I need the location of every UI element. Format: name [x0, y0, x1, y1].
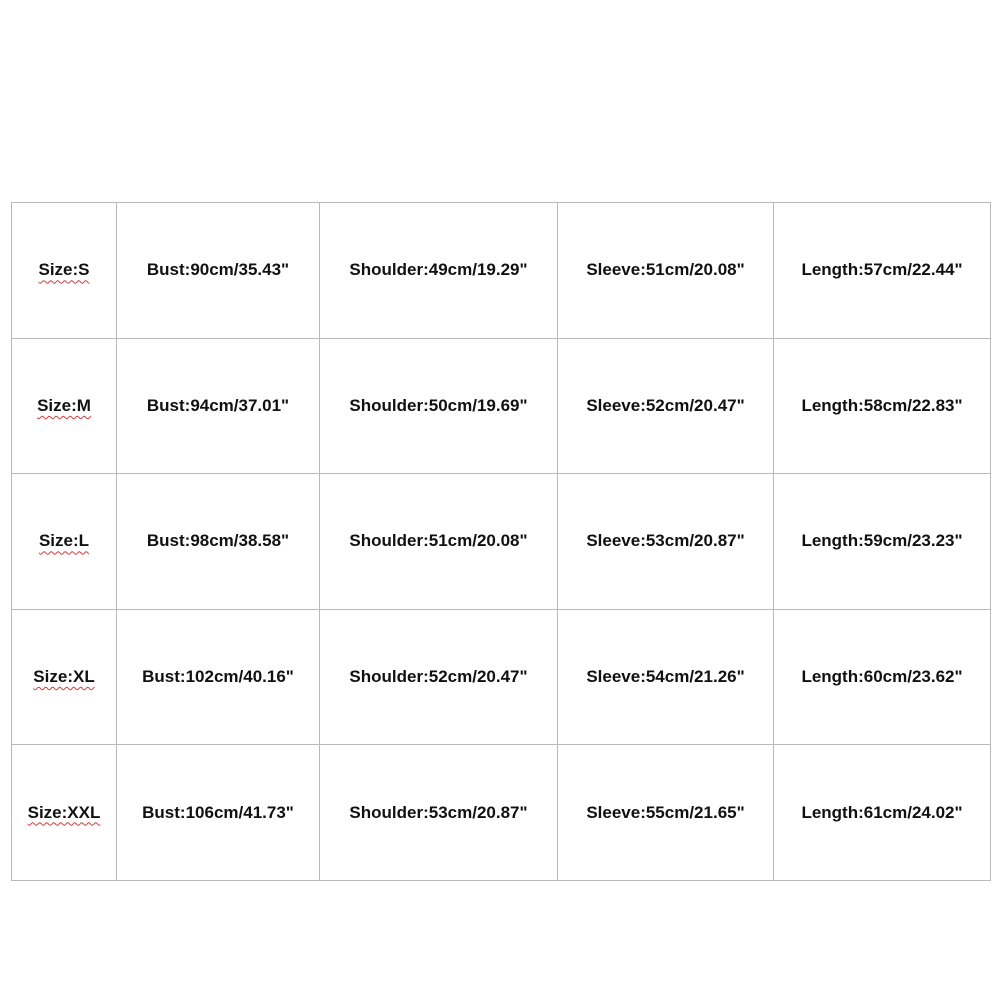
bust-cell: Bust:102cm/40.16" — [117, 609, 320, 745]
bust-cell: Bust:94cm/37.01" — [117, 338, 320, 474]
size-label: Size:S — [38, 260, 90, 280]
length-cell: Length:58cm/22.83" — [774, 338, 991, 474]
size-label: Size:L — [38, 531, 90, 551]
table-row — [12, 609, 991, 745]
size-cell — [12, 203, 117, 339]
shoulder-cell: Shoulder:49cm/19.29" — [320, 203, 558, 339]
length-cell: Length:59cm/23.23" — [774, 474, 991, 610]
length-cell: Length:61cm/24.02" — [774, 745, 991, 881]
size-cell — [12, 609, 117, 745]
shoulder-cell: Shoulder:50cm/19.69" — [320, 338, 558, 474]
table-row — [12, 203, 991, 339]
size-label: Size:XXL — [27, 802, 101, 822]
size-cell — [12, 474, 117, 610]
shoulder-cell: Shoulder:51cm/20.08" — [320, 474, 558, 610]
bust-cell: Bust:98cm/38.58" — [117, 474, 320, 610]
table-row — [12, 745, 991, 881]
bust-cell: Bust:90cm/35.43" — [117, 203, 320, 339]
sleeve-cell: Sleeve:51cm/20.08" — [558, 203, 774, 339]
length-cell: Length:57cm/22.44" — [774, 203, 991, 339]
bust-cell: Bust:106cm/41.73" — [117, 745, 320, 881]
sleeve-cell: Sleeve:53cm/20.87" — [558, 474, 774, 610]
shoulder-cell: Shoulder:53cm/20.87" — [320, 745, 558, 881]
table-row — [12, 338, 991, 474]
sleeve-cell: Sleeve:52cm/20.47" — [558, 338, 774, 474]
size-cell — [12, 745, 117, 881]
size-chart-table — [11, 202, 991, 881]
length-cell: Length:60cm/23.62" — [774, 609, 991, 745]
table-row — [12, 474, 991, 610]
size-label: Size:XL — [33, 667, 95, 687]
size-label: Size:M — [37, 395, 91, 415]
sleeve-cell: Sleeve:55cm/21.65" — [558, 745, 774, 881]
size-cell — [12, 338, 117, 474]
shoulder-cell: Shoulder:52cm/20.47" — [320, 609, 558, 745]
sleeve-cell: Sleeve:54cm/21.26" — [558, 609, 774, 745]
